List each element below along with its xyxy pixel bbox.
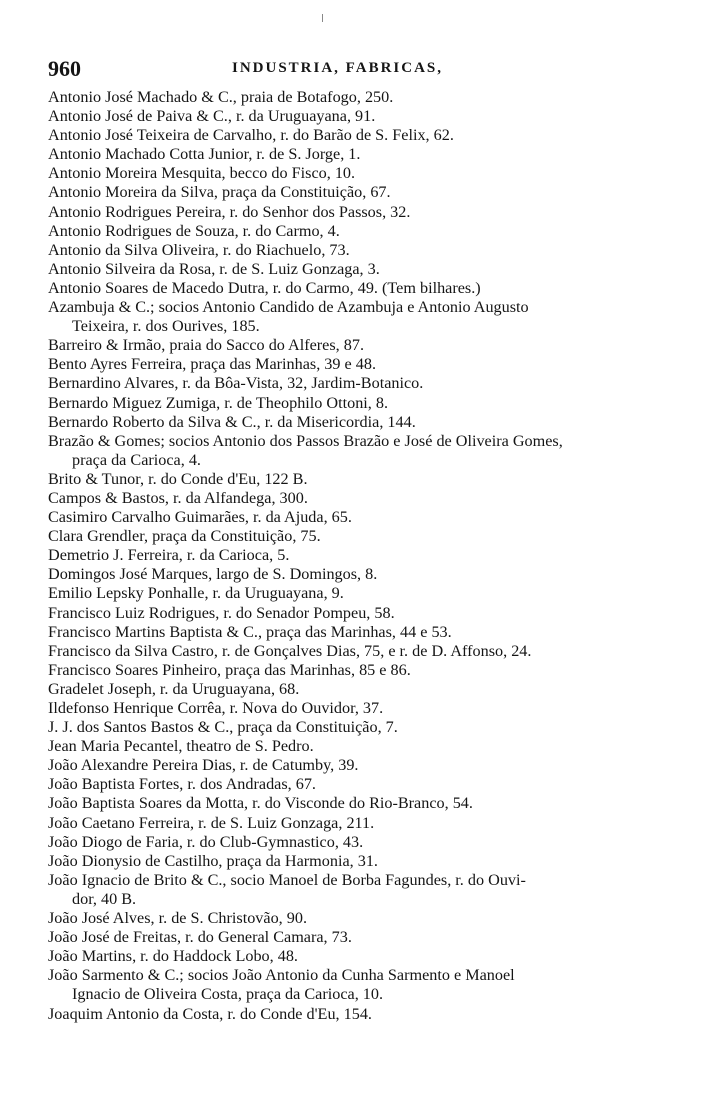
entry-text: Antonio José Teixeira de Carvalho, r. do Barão de S. Felix, 62. <box>48 126 454 145</box>
entry-text: Antonio Silveira da Rosa, r. de S. Luiz Gonzaga, 3. <box>48 259 380 278</box>
directory-entry <box>48 623 688 642</box>
directory-entry <box>48 394 688 413</box>
entry-text: João José Alves, r. de S. Christovão, 90. <box>48 909 307 928</box>
entry-text: Brazão & Gomes; socios Antonio dos Passos Brazão e José de Oliveira Gomes, <box>48 431 563 450</box>
entry-text: Antonio José Machado & C., praia de Botafogo, 250. <box>48 88 394 106</box>
entry-continuation: praça da Carioca, 4. <box>72 450 201 469</box>
directory-entry <box>48 833 688 852</box>
entry-text: Bernardino Alvares, r. da Bôa-Vista, 32, Jardim-Botanico. <box>48 374 424 393</box>
directory-entry <box>48 680 688 699</box>
entry-text: Francisco Luiz Rodrigues, r. do Senador Pompeu, 58. <box>48 603 395 622</box>
entry-text: Antonio Moreira Mesquita, becco do Fisco, 10. <box>48 164 356 183</box>
directory-entry <box>48 794 688 813</box>
entry-text: João Caetano Ferreira, r. de S. Luiz Gonzaga, 211. <box>48 813 375 832</box>
entry-text: J. J. dos Santos Bastos & C., praça da Constituição, 7. <box>48 718 398 737</box>
entry-text: Gradelet Joseph, r. da Uruguayana, 68. <box>48 679 300 698</box>
directory-entry <box>48 699 688 718</box>
print-mark <box>322 14 323 22</box>
entry-text: Antonio da Silva Oliveira, r. do Riachuelo, 73. <box>48 240 350 259</box>
entry-continuation: Ignacio de Oliveira Costa, praça da Carioca, 10. <box>72 985 384 1004</box>
directory-entry <box>48 413 688 432</box>
entry-text: Joaquim Antonio da Costa, r. do Conde d'Eu, 154. <box>48 1004 372 1023</box>
directory-entry <box>48 527 688 546</box>
directory-entry <box>48 928 688 947</box>
directory-entry <box>48 909 688 928</box>
entry-text: Antonio Rodrigues Pereira, r. do Senhor dos Passos, 32. <box>48 202 411 221</box>
entry-text: Antonio José de Paiva & C., r. da Uruguayana, 91. <box>48 107 376 126</box>
entry-text: Brito & Tunor, r. do Conde d'Eu, 122 B. <box>48 469 308 488</box>
entry-text: Antonio Machado Cotta Junior, r. de S. Jorge, 1. <box>48 145 361 164</box>
entry-text: Francisco da Silva Castro, r. de Gonçalves Dias, 75, e r. de D. Affonso, 24. <box>48 641 532 660</box>
directory-entry <box>48 737 688 756</box>
directory-entry <box>48 260 688 279</box>
entry-text: Azambuja & C.; socios Antonio Candido de Azambuja e Antonio Augusto <box>48 298 529 317</box>
directory-entry <box>48 145 688 164</box>
directory-entry <box>48 814 688 833</box>
directory-entry <box>48 164 688 183</box>
entry-text: Barreiro & Irmão, praia do Sacco do Alferes, 87. <box>48 336 364 355</box>
directory-entry <box>48 642 688 661</box>
directory-entry <box>48 947 688 966</box>
directory-entry <box>48 203 688 222</box>
directory-entry <box>48 489 688 508</box>
entry-text: Antonio Soares de Macedo Dutra, r. do Carmo, 49. (Tem bilhares.) <box>48 278 481 297</box>
entry-text: Bernardo Miguez Zumiga, r. de Theophilo Ottoni, 8. <box>48 393 389 412</box>
entry-text: Clara Grendler, praça da Constituição, 75. <box>48 527 321 546</box>
directory-entry <box>48 279 688 298</box>
entry-text: João Ignacio de Brito & C., socio Manoel de Borba Fagundes, r. do Ouvi- <box>48 870 526 889</box>
entry-text: Bernardo Roberto da Silva & C., r. da Misericordia, 144. <box>48 412 416 431</box>
directory-entry <box>48 432 688 470</box>
entry-text: Domingos José Marques, largo de S. Domingos, 8. <box>48 565 378 584</box>
directory-entry <box>48 661 688 680</box>
directory-entry <box>48 852 688 871</box>
directory-entry <box>48 1005 688 1024</box>
page-number: 960 <box>48 56 81 81</box>
directory-entry <box>48 775 688 794</box>
directory-entry <box>48 718 688 737</box>
directory-entry <box>48 584 688 603</box>
entry-text: Francisco Martins Baptista & C., praça das Marinhas, 44 e 53. <box>48 622 452 641</box>
entry-list <box>48 88 688 1024</box>
directory-entry <box>48 470 688 489</box>
directory-entry <box>48 88 688 107</box>
entry-text: João Martins, r. do Haddock Lobo, 48. <box>48 947 298 966</box>
entry-text: João Alexandre Pereira Dias, r. de Catumby, 39. <box>48 756 359 775</box>
entry-continuation: dor, 40 B. <box>72 889 137 908</box>
entry-continuation: Teixeira, r. dos Ourives, 185. <box>72 317 260 336</box>
directory-entry <box>48 222 688 241</box>
directory-entry <box>48 756 688 775</box>
directory-entry <box>48 966 688 1004</box>
directory-entry <box>48 374 688 393</box>
directory-entry <box>48 107 688 126</box>
entry-text: João José de Freitas, r. do General Camara, 73. <box>48 928 352 947</box>
directory-entry <box>48 871 688 909</box>
entry-text: João Dionysio de Castilho, praça da Harmonia, 31. <box>48 851 378 870</box>
entry-text: Bento Ayres Ferreira, praça das Marinhas, 39 e 48. <box>48 355 377 374</box>
entry-text: Campos & Bastos, r. da Alfandega, 300. <box>48 488 308 507</box>
entry-text: Antonio Moreira da Silva, praça da Constituição, 67. <box>48 183 391 202</box>
directory-entry <box>48 508 688 527</box>
directory-entry <box>48 126 688 145</box>
directory-entry <box>48 183 688 202</box>
directory-entry <box>48 355 688 374</box>
directory-entry <box>48 565 688 584</box>
entry-text: Casimiro Carvalho Guimarães, r. da Ajuda, 65. <box>48 508 352 527</box>
entry-text: Antonio Rodrigues de Souza, r. do Carmo, 4. <box>48 221 340 240</box>
running-head: INDUSTRIA, FABRICAS, <box>232 60 443 76</box>
entry-text: João Baptista Soares da Motta, r. do Visconde do Rio-Branco, 54. <box>48 794 473 813</box>
entry-text: Emilio Lepsky Ponhalle, r. da Uruguayana, 9. <box>48 584 344 603</box>
directory-entry <box>48 546 688 565</box>
entry-text: João Diogo de Faria, r. do Club-Gymnastico, 43. <box>48 832 364 851</box>
entry-text: Ildefonso Henrique Corrêa, r. Nova do Ouvidor, 37. <box>48 699 384 717</box>
directory-entry <box>48 604 688 623</box>
directory-entry <box>48 336 688 355</box>
directory-entry <box>48 241 688 260</box>
directory-entry <box>48 298 688 336</box>
entry-text: Demetrio J. Ferreira, r. da Carioca, 5. <box>48 546 290 565</box>
entry-text: João Baptista Fortes, r. dos Andradas, 67. <box>48 775 316 794</box>
entry-text: João Sarmento & C.; socios João Antonio da Cunha Sarmento e Manoel <box>48 966 515 985</box>
entry-text: Francisco Soares Pinheiro, praça das Marinhas, 85 e 86. <box>48 660 411 679</box>
entry-text: Jean Maria Pecantel, theatro de S. Pedro. <box>48 737 314 756</box>
page-header <box>48 56 688 84</box>
